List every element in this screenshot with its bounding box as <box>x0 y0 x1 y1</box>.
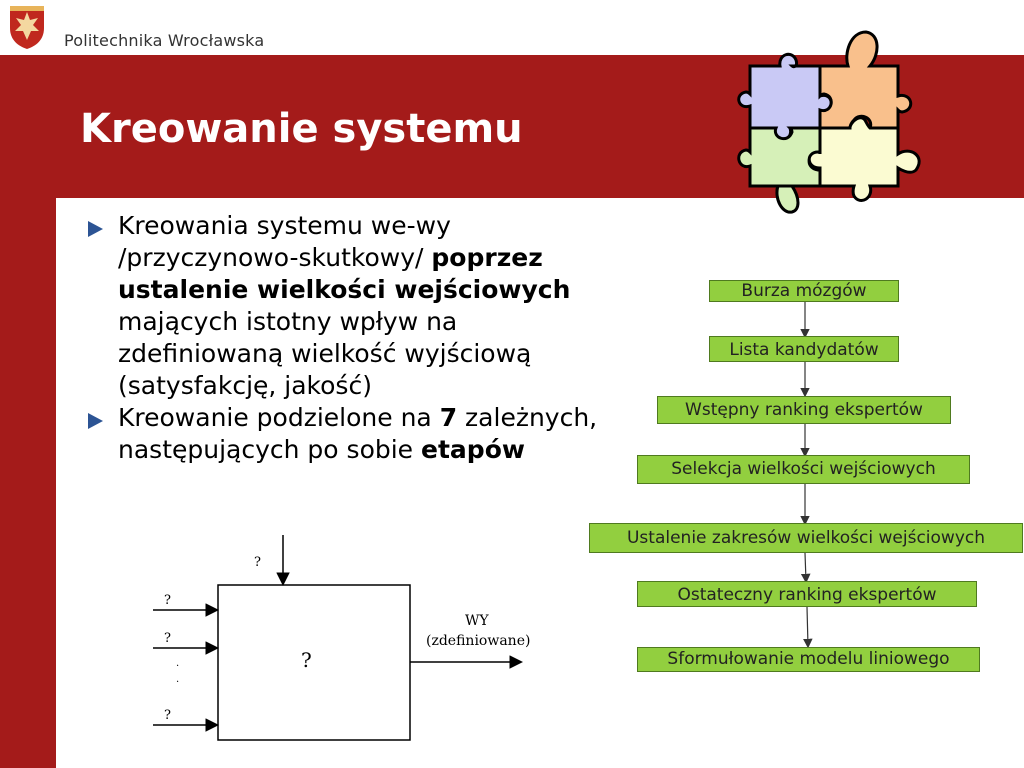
flow-step-6: Ostateczny ranking ekspertów <box>637 581 977 607</box>
bullet-item <box>88 402 628 466</box>
top-input-label: ? <box>254 555 261 570</box>
flow-step-7: Sformułowanie modelu liniowego <box>637 647 980 672</box>
flow-step-4: Selekcja wielkości wejściowych <box>637 455 970 484</box>
ellipsis-dot-2: . <box>176 674 180 685</box>
output-label: WY <box>465 613 489 629</box>
flow-step-1: Burza mózgów <box>709 280 899 302</box>
system-block-diagram <box>140 530 560 750</box>
university-name: Politechnika Wrocławska <box>64 31 265 50</box>
university-crest-icon <box>8 4 46 50</box>
output-sublabel: (zdefiniowane) <box>426 633 531 649</box>
bullet-list <box>88 210 628 466</box>
system-box-label: ? <box>301 648 312 672</box>
ellipsis-dot-1: . <box>176 658 180 669</box>
bullet-text: Kreowanie podzielone na <box>118 403 440 432</box>
input-label-1: ? <box>164 593 171 608</box>
bullet-text: zależnych, następujących po sobie <box>118 403 598 464</box>
triangle-bullet-icon <box>88 413 103 429</box>
logo-area <box>0 0 56 55</box>
puzzle-icon <box>720 26 930 218</box>
bullet-text: mających istotny wpływ na zdefiniowaną wielkość wyjściową (satysfakcję, jakość) <box>118 307 532 400</box>
bullet-bold-text: 7 <box>439 403 458 432</box>
flow-step-3: Wstępny ranking ekspertów <box>657 396 951 424</box>
triangle-bullet-icon <box>88 221 103 237</box>
flow-step-2: Lista kandydatów <box>709 336 899 362</box>
input-label-2: ? <box>164 631 171 646</box>
flow-step-5: Ustalenie zakresów wielkości wejściowych <box>589 523 1023 553</box>
bullet-bold-text: etapów <box>421 435 525 464</box>
flow-arrow <box>805 553 806 581</box>
bullet-bold-text: poprzez ustalenie wielkości wejściowych <box>118 243 571 304</box>
flow-arrow <box>807 607 808 646</box>
slide-title: Kreowanie systemu <box>80 106 523 152</box>
bullet-item <box>88 210 628 402</box>
left-accent-bar <box>0 55 56 768</box>
bullet-text: Kreowania systemu we-wy /przyczynowo-skutkowy/ <box>118 211 451 272</box>
input-label-3: ? <box>164 708 171 723</box>
system-box <box>218 585 410 740</box>
